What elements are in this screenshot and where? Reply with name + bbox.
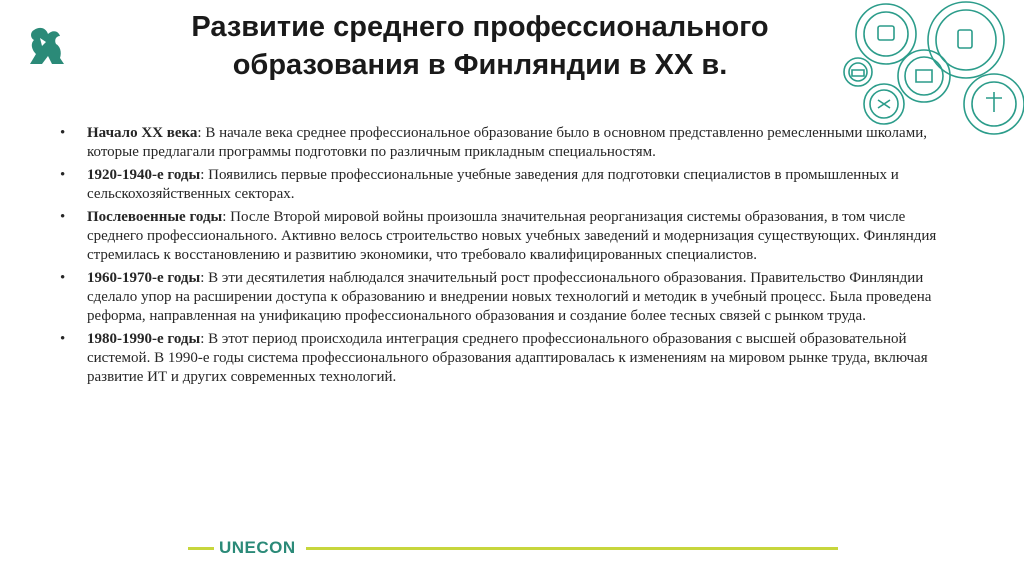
bullet-marker: • bbox=[60, 167, 66, 183]
list-item-desc: : В начале века среднее профессиональное образование было в основном представленно ремесленными школами, которые предлагали программы подготовки по различным прикладным специальностям. bbox=[87, 125, 927, 160]
list-item bbox=[60, 269, 960, 326]
list-item-term: 1920-1940-е годы bbox=[87, 167, 201, 183]
list-item-text bbox=[87, 330, 960, 387]
list-item-text bbox=[87, 124, 960, 162]
footer-line-left bbox=[188, 547, 214, 550]
list-item-text bbox=[87, 269, 960, 326]
footer-brand: UNECON bbox=[219, 538, 296, 557]
list-item-term: Послевоенные годы bbox=[87, 209, 223, 225]
bullet-marker: • bbox=[60, 125, 66, 141]
bullet-marker: • bbox=[60, 331, 66, 347]
title-line-1: Развитие среднего профессионального bbox=[191, 11, 769, 43]
list-item bbox=[60, 208, 960, 265]
footer-line-right bbox=[306, 547, 838, 550]
list-item bbox=[60, 166, 960, 204]
list-item-desc: : Появились первые профессиональные учебные заведения для подготовки специалистов в промышленных и сельскохозяйственных секторах. bbox=[87, 167, 899, 202]
page-title bbox=[100, 8, 860, 84]
list-item-desc: : После Второй мировой войны произошла значительная реорганизация системы образования, в том числе среднего профессионального. Активно велось строительство новых учебных заведений и модернизация существующих. Финляндия стремилась к восстановлению и развитию экономики, что требовало квалифицированных специалистов. bbox=[87, 209, 937, 263]
title-line-2: образования в Финляндии в XX в. bbox=[232, 49, 728, 81]
list-item-text bbox=[87, 208, 960, 265]
list-item bbox=[60, 124, 960, 162]
list-item-desc: : В эти десятилетия наблюдался значительный рост профессионального образования. Правительство Финляндии сделало упор на расширении доступа к образованию и внедрении новых технологий и методик в учебный процесс. Была проведена реформа, направленная на унификацию профессионального образования и создание более тесных связей с рынком труда. bbox=[87, 270, 932, 324]
bullet-list bbox=[60, 124, 960, 391]
list-item-desc: : В этот период происходила интеграция среднего профессионального образования с высшей образовательной системой. В 1990-е годы система профессионального образования адаптировалась к изменениям на мировом рынке труда, включая развитие ИТ и других современных технологий. bbox=[87, 331, 928, 385]
list-item-text bbox=[87, 166, 960, 204]
list-item-term: 1960-1970-е годы bbox=[87, 270, 201, 286]
bullet-marker: • bbox=[60, 209, 66, 225]
bullet-marker: • bbox=[60, 270, 66, 286]
footer bbox=[188, 538, 838, 558]
list-item-term: Начало XX века bbox=[87, 125, 198, 141]
griffin-logo-icon bbox=[26, 24, 66, 68]
list-item bbox=[60, 330, 960, 387]
list-item-term: 1980-1990-е годы bbox=[87, 331, 201, 347]
gear-circles-icon bbox=[834, 0, 1024, 140]
